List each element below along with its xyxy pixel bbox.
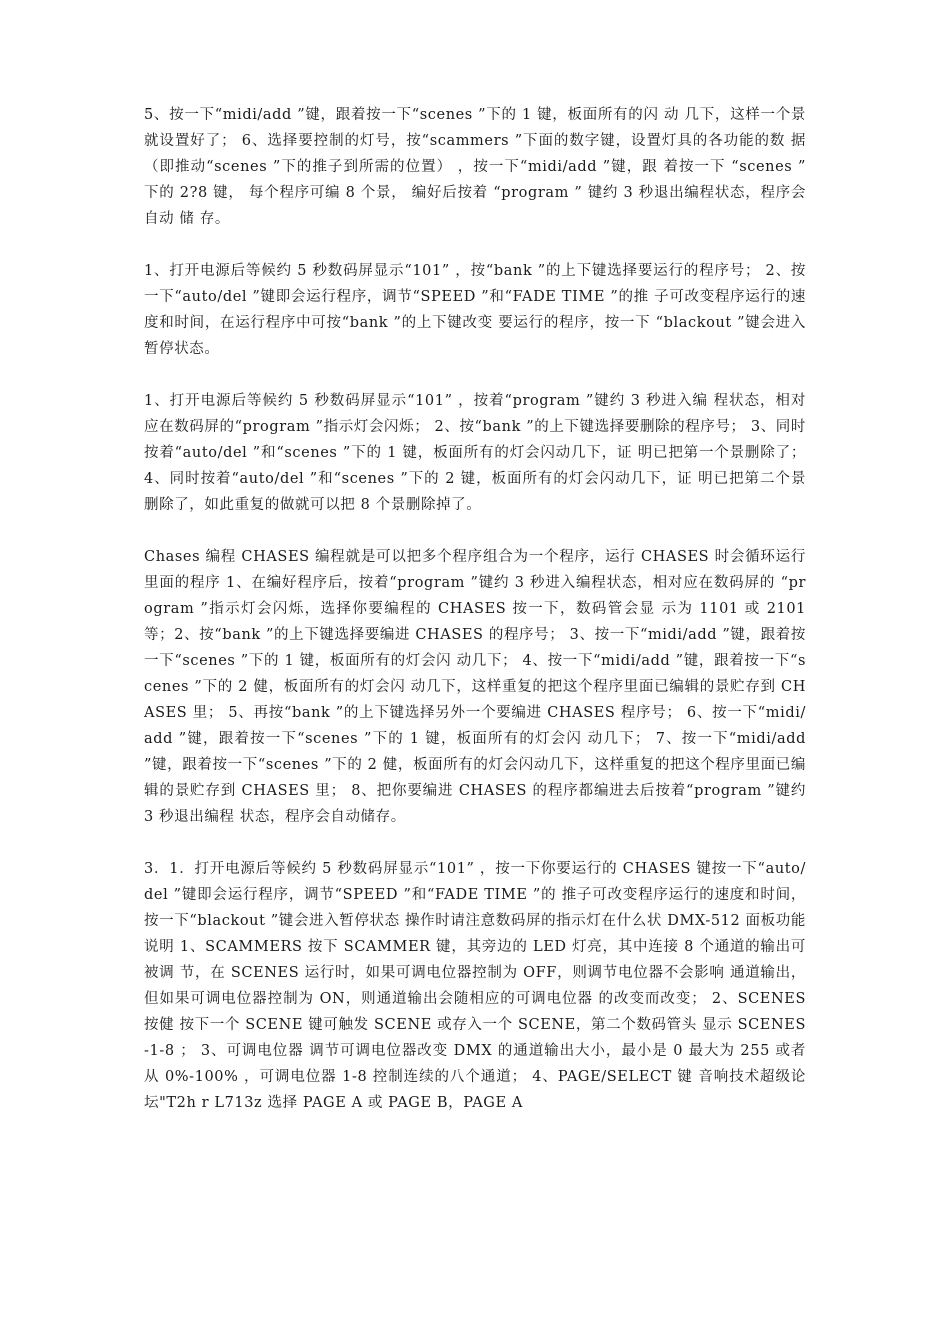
paragraph-run-chases-panel-functions: 3．1．打开电源后等候约 5 秒数码屏显示“101” ，按一下你要运行的 CHASES 键按一下“auto/del ”键即会运行程序，调节“SPEED ”和“FADE TIME ”的 推子可改变程序运行的速度和时间，按一下“blackout ”键会进入暂停状态 操作时请注意数码屏的指示灯在什么状 DMX-512 面板功能说明 1、SCAMMERS 按下 SCAMMER 键，其旁边的 LED 灯亮，其中连接 8 个通道的输出可被调 节，在 SCENES 运行时，如果可调电位器控制为 OFF，则调节电位器不会影响 通道输出，但如果可调电位器控制为 ON，则通道输出会随相应的可调电位器 的改变而改变； 2、SCENES 按健 按下一个 SCENE 键可触发 SCENE 或存入一个 SCENE，第二个数码管头 显示 SCENES-1-8 ； 3、可调电位器 调节可调电位器改变 DMX 的通道输出大小，最小是 0 最大为 255 或者从 0%-100% ，可调电位器 1-8 控制连续的八个通道； 4、PAGE/SELECT 键 音响技术超级论坛"T2h r L713z 选择 PAGE A 或 PAGE B，PAGE A bbox=[144, 861, 806, 1111]
paragraph-run-program: 1、打开电源后等候约 5 秒数码屏显示“101” ，按“bank ”的上下键选择要运行的程序号； 2、按一下“auto/del ”键即会运行程序，调节“SPEED ”和“FADE TIME ”的推 子可改变程序运行的速度和时间，在运行程序中可按“bank ”的上下键改变 要运行的程序，按一下 “blackout ”键会进入暂停状态。 bbox=[144, 263, 806, 357]
paragraph-scene-programming: 5、按一下“midi/add ”键，跟着按一下“scenes ”下的 1 键，板面所有的闪 动 几下，这样一个景就设置好了； 6、选择要控制的灯号，按“scammers ”下面的数字键，设置灯具的各功能的数 据（即推动“scenes ”下的推子到所需的位置） ，按一下“midi/add ”键，跟 着按一下 “scenes ” 下的 2?8 键， 每个程序可编 8 个景， 编好后按着 “program ” 键约 3 秒退出编程状态，程序会自动 储 存。 bbox=[144, 107, 806, 227]
paragraph-delete-scenes: 1、打开电源后等候约 5 秒数码屏显示“101” ，按着“program ”键约 3 秒进入编 程状态，相对应在数码屏的“program ”指示灯会闪烁； 2、按“bank ”的上下键选择要删除的程序号； 3、同时按着“auto/del ”和“scenes ”下的 1 键，板面所有的灯会闪动几下，证 明已把第一个景删除了； 4、同时按着“auto/del ”和“scenes ”下的 2 键，板面所有的灯会闪动几下，证 明已把第二个景删除了，如此重复的做就可以把 8 个景删除掉了。 bbox=[144, 393, 806, 513]
paragraph-chases-programming: Chases 编程 CHASES 编程就是可以把多个程序组合为一个程序，运行 CHASES 时会循环运行里面的程序 1、在编好程序后，按着“program ”键约 3 秒进入编程状态，相对应在数码屏的 “program ”指示灯会闪烁，选择你要编程的 CHASES 按一下，数码管会显 示为 1101 或 2101 等；2、按“bank ”的上下键选择要编进 CHASES 的程序号； 3、按一下“midi/add ”键，跟着按一下“scenes ”下的 1 键，板面所有的灯会闪 动几下； 4、按一下“midi/add ”键，跟着按一下“scenes ”下的 2 健，板面所有的灯会闪 动几下，这样重复的把这个程序里面已编辑的景贮存到 CHASES 里； 5、再按“bank ”的上下键选择另外一个要编进 CHASES 程序号； 6、按一下“midi/add ”键，跟着按一下“scenes ”下的 1 键，板面所有的灯会闪 动几下； 7、按一下“midi/add ”键，跟着按一下“scenes ”下的 2 健，板面所有的灯会闪动几下，这样重复的把这个程序里面已编辑的景贮存到 CHASES 里； 8、把你要编进 CHASES 的程序都编进去后按着“program ”键约 3 秒退出编程 状态，程序会自动储存。 bbox=[144, 549, 806, 825]
document-body bbox=[144, 102, 806, 1142]
